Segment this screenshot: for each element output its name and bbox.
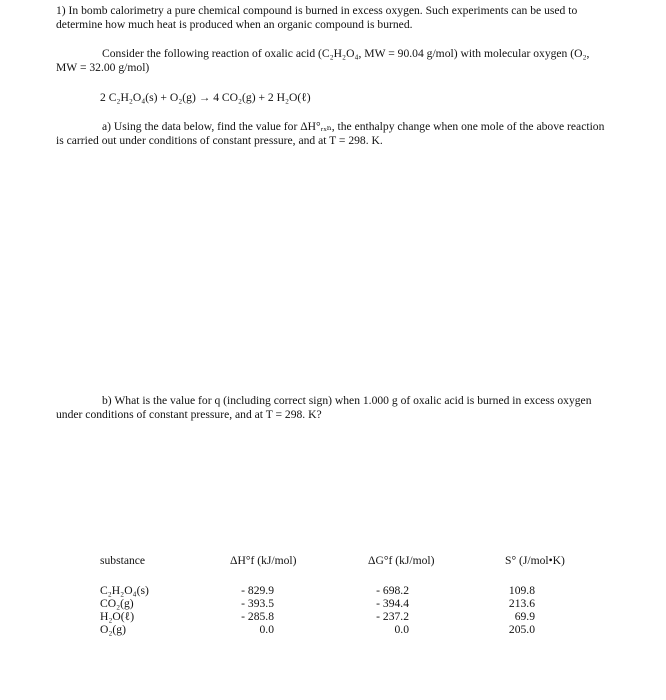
table-row <box>100 623 600 636</box>
cell-enthalpy: - 285.8 <box>241 610 274 623</box>
reaction-equation: 2 C₂H₂O₄(s) + O₂(g) → 4 CO₂(g) + 2 H₂O(ℓ) <box>100 91 311 104</box>
cell-entropy: 69.9 <box>514 610 535 623</box>
table-row <box>100 610 600 623</box>
reaction-context: Consider the following reaction of oxalic acid (C₂H₂O₄, MW = 90.04 g/mol) with molecular oxygen (O₂, MW = 32.00 g/mol) <box>56 47 590 74</box>
table-row <box>100 597 600 610</box>
header-substance: substance <box>100 554 146 567</box>
table-row <box>100 584 600 597</box>
cell-entropy: 213.6 <box>508 597 535 610</box>
cell-substance: H₂O(ℓ) <box>100 610 135 623</box>
cell-substance: C₂H₂O₄(s) <box>100 584 149 597</box>
cell-gibbs: - 237.2 <box>376 610 409 623</box>
cell-entropy: 205.0 <box>508 623 535 636</box>
header-gibbs: ΔG°f (kJ/mol) <box>368 554 435 567</box>
cell-entropy: 109.8 <box>508 584 535 597</box>
cell-substance: O₂(g) <box>100 623 126 636</box>
cell-enthalpy: 0.0 <box>259 623 274 636</box>
cell-gibbs: - 698.2 <box>376 584 409 597</box>
header-enthalpy: ΔH°f (kJ/mol) <box>230 554 297 567</box>
cell-gibbs: - 394.4 <box>376 597 409 610</box>
question-intro: 1) In bomb calorimetry a pure chemical compound is burned in excess oxygen. Such experiments can be used to determine how much heat is produced when an organic compound is burned. <box>56 4 578 31</box>
cell-enthalpy: - 829.9 <box>241 584 274 597</box>
question-part-b: b) What is the value for q (including correct sign) when 1.000 g of oxalic acid is burned in excess oxygen under conditions of constant pressure, and at T = 298. K? <box>56 394 592 421</box>
cell-enthalpy: - 393.5 <box>241 597 274 610</box>
header-entropy: S° (J/mol•K) <box>505 554 565 567</box>
cell-gibbs: 0.0 <box>394 623 409 636</box>
question-part-a: a) Using the data below, find the value for ΔH°ᵣₓₙ, the enthalpy change when one mole of the above reaction is carried out under conditions of constant pressure, and at T = 298. K. <box>56 120 605 147</box>
cell-substance: CO₂(g) <box>100 597 134 610</box>
